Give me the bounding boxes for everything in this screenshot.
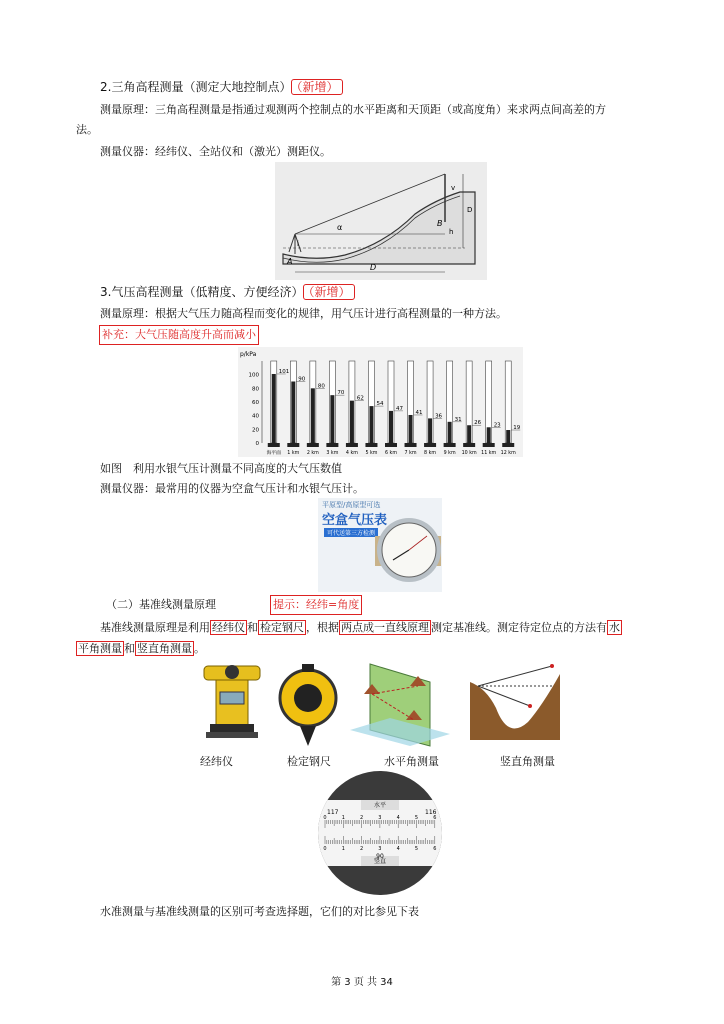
theodolite-image [196, 658, 268, 748]
p2-horizontal-b: 平角测量 [78, 642, 122, 655]
scale-num-bottom-3: 3 [378, 846, 382, 852]
bar-label-7: 41 [415, 409, 423, 416]
category-12: 12 km [500, 451, 516, 456]
scale-num-top-2: 2 [360, 815, 364, 821]
sec2-new-tag: （新增） [291, 79, 343, 95]
fig-label-b: B [437, 219, 443, 228]
category-6: 6 km [384, 451, 398, 456]
category-11: 11 km [481, 451, 497, 456]
bar-2 [311, 388, 315, 443]
dish-0 [268, 443, 280, 447]
trig-leveling-figure [275, 162, 487, 280]
category-3: 3 km [326, 451, 339, 456]
bar-9 [448, 422, 452, 443]
scale-num-bottom-5: 5 [414, 846, 419, 852]
scale-num-top-5: 5 [414, 815, 419, 821]
bar-label-12: 19 [513, 425, 521, 432]
scale-num-bottom-4: 4 [396, 846, 400, 852]
category-4: 4 km [345, 451, 358, 456]
p2-period: 。 [194, 642, 205, 655]
caption-theodolite: 经纬仪 [200, 755, 233, 768]
dish-10 [463, 443, 475, 447]
scale-num-bottom-0: 0 [323, 846, 327, 852]
closing-text: 水准测量与基准线测量的区别可考查选择题，它们的对比参见下表 [100, 905, 419, 918]
sec3-instrument: 测量仪器：最常用的仪器为空盒气压计和水银气压计。 [100, 482, 364, 495]
p2-and: 和 [124, 642, 135, 655]
fig-label-d: D [370, 263, 377, 272]
page-footer: 第 3 页 共 34 [331, 977, 393, 988]
sec3-caption: 如图 利用水银气压计测量不同高度的大气压数值 [100, 462, 342, 475]
dish-6 [385, 443, 397, 447]
bar-3 [330, 395, 334, 443]
p1-theodolite: 经纬仪 [212, 621, 245, 634]
scale-num-bottom-2: 2 [360, 846, 364, 852]
category-10: 10 km [461, 451, 477, 456]
scale-num-top-3: 3 [378, 815, 382, 821]
bar-label-6: 47 [396, 405, 403, 412]
barometer-banner-sub: 可代送第三方检测 [324, 528, 378, 537]
scale-bottom-label: 竖直 [373, 858, 387, 865]
bar-4 [350, 401, 354, 443]
bar-label-9: 31 [454, 416, 462, 423]
bar-label-3: 70 [337, 390, 345, 397]
fig-label-a: A [287, 257, 293, 266]
sec2-title: 2.三角高程测量（测定大地控制点） [100, 80, 292, 94]
category-2: 2 km [306, 451, 319, 456]
scale-top-label: 水平 [373, 802, 387, 809]
dish-7 [405, 443, 417, 447]
vertical-angle-diagram [468, 660, 564, 750]
bar-label-11: 23 [493, 422, 501, 429]
dish-4 [346, 443, 358, 447]
scale-num-top-4: 4 [396, 815, 400, 821]
bar-12 [506, 430, 510, 443]
baseline-para-line1 [100, 619, 622, 637]
caption-vertical-angle: 竖直角测量 [500, 755, 555, 768]
sec3-new-tag: （新增） [303, 284, 355, 300]
bar-8 [428, 418, 432, 443]
chart-ytick-3: 60 [252, 400, 259, 406]
sec3-title: 3.气压高程测量（低精度、方便经济） [100, 285, 304, 299]
p1-steel-tape: 检定钢尺 [260, 621, 304, 634]
barometer-banner-main: 空盒气压表 [322, 513, 388, 528]
bar-label-1: 90 [298, 376, 306, 383]
baseline-title: （二）基准线测量原理 [106, 598, 216, 611]
bar-10 [467, 425, 471, 443]
category-8: 8 km [424, 451, 437, 456]
sec3-supplement: 补充：大气压随高度升高而减小 [99, 325, 259, 345]
bar-7 [409, 415, 413, 443]
fig-label-v: v [451, 184, 456, 192]
category-5: 5 km [365, 451, 378, 456]
barometer-banner-top: 平原型/高原型可选 [322, 501, 381, 509]
baseline-hint: 提示：经纬=角度 [270, 595, 362, 615]
p2-vertical-angle: 竖直角测量 [137, 642, 192, 655]
dish-2 [307, 443, 319, 447]
scale-num-top-0: 0 [323, 815, 327, 821]
chart-ytick-4: 80 [252, 386, 259, 393]
chart-ylabel: p/kPa [240, 351, 257, 358]
chart-ytick-1: 20 [252, 427, 259, 434]
p1-two-points-line: 两点成一直线原理 [341, 621, 429, 634]
chart-ytick-0: 0 [255, 441, 259, 447]
category-0: 海平面 [266, 451, 281, 456]
caption-horizontal-angle: 水平角测量 [384, 755, 439, 768]
fig-label-hab: h [449, 228, 454, 236]
pressure-altitude-chart [238, 347, 523, 457]
p1-text-e: ，根据 [306, 621, 339, 634]
fig-label-alpha: α [337, 223, 343, 232]
barometer-dial-icon [373, 506, 441, 590]
scale-116: 116 [425, 809, 437, 816]
dish-8 [424, 443, 436, 447]
scale-num-bottom-6: 6 [433, 846, 437, 852]
dish-3 [326, 443, 338, 447]
category-1: 1 km [287, 451, 300, 456]
scale-num-top-6: 6 [433, 815, 437, 821]
p1-text-g: 测定基准线。测定待定位点的方法有 [431, 621, 607, 634]
sec3-title-line [100, 283, 355, 301]
p1-text-a: 基准线测量原理是利用 [100, 621, 210, 634]
dish-11 [483, 443, 495, 447]
p1-horizontal-a: 水 [609, 621, 620, 634]
dish-5 [365, 443, 377, 447]
scale-num-bottom-1: 1 [341, 846, 345, 852]
sec2-principle-a: 测量原理：三角高程测量是指通过观测两个控制点的水平距离和天顶距（或高度角）来求两点间高差的方 [100, 103, 606, 116]
chart-ytick-5: 100 [248, 372, 259, 379]
scale-num-top-1: 1 [341, 815, 345, 821]
bar-6 [389, 411, 393, 443]
baseline-para-line2 [76, 640, 205, 658]
bar-label-0: 101 [278, 368, 290, 375]
fig-label-dslope: D [467, 206, 473, 214]
scale-117: 117 [327, 809, 339, 816]
dish-1 [287, 443, 299, 447]
sec2-instrument: 测量仪器：经纬仪、全站仪和（激光）测距仪。 [100, 145, 331, 158]
sec2-principle-b: 法。 [76, 123, 98, 136]
sec2-title-line [100, 78, 343, 96]
p1-text-c: 和 [247, 621, 258, 634]
angle-reading-scale [317, 770, 443, 896]
bar-11 [487, 427, 491, 443]
bar-label-2: 80 [317, 383, 325, 390]
bar-label-4: 62 [356, 395, 364, 402]
steel-tape-image [272, 658, 344, 748]
category-9: 9 km [443, 451, 456, 456]
aneroid-barometer-photo [318, 498, 442, 592]
sec3-principle: 测量原理：根据大气压力随高程而变化的规律，用气压计进行高程测量的一种方法。 [100, 307, 507, 320]
bar-5 [369, 406, 373, 443]
dish-9 [444, 443, 456, 447]
bar-label-5: 54 [376, 401, 384, 408]
category-7: 7 km [404, 451, 417, 456]
bar-1 [291, 382, 295, 444]
horizontal-angle-diagram [350, 660, 450, 750]
caption-steel-tape: 检定钢尺 [287, 755, 331, 768]
chart-ytick-2: 40 [252, 413, 259, 420]
fig-label-i: i [297, 240, 299, 248]
bar-0 [272, 374, 276, 443]
dish-12 [502, 443, 514, 447]
bar-label-8: 36 [435, 413, 443, 420]
bar-label-10: 26 [474, 420, 482, 427]
scale-90: 90 [376, 853, 384, 860]
